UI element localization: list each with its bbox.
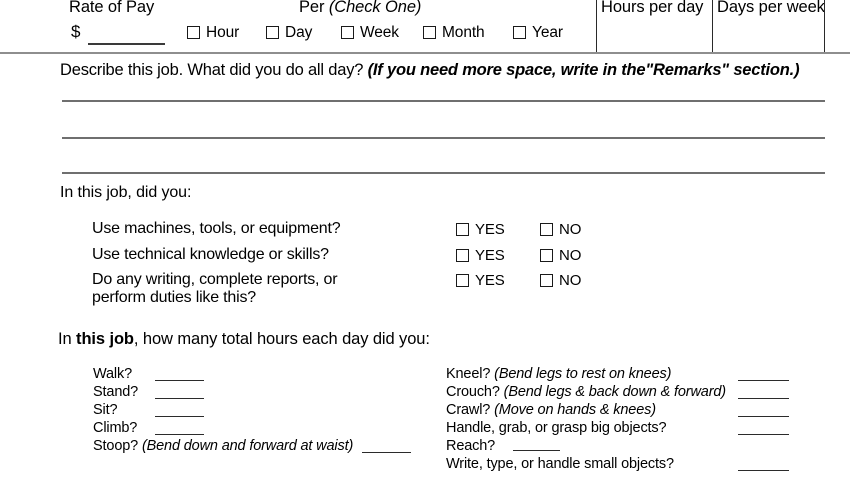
checkbox-label-hour: Hour — [206, 24, 240, 41]
per-check-one-label — [299, 0, 421, 17]
activity-name-stand: Stand? — [93, 384, 139, 400]
yes-option-machines[interactable] — [456, 221, 505, 239]
activity-name-kneel: Kneel? — [446, 366, 495, 382]
no-option-technical[interactable] — [540, 247, 581, 265]
checkbox-no-technical[interactable] — [540, 249, 553, 262]
total-hours-heading-suffix: , how many total hours each day did you: — [133, 330, 430, 348]
checkbox-label-day: Day — [285, 24, 313, 41]
activity-label-reach — [446, 438, 495, 454]
column-divider-middle — [712, 0, 713, 53]
checkbox-option-hour[interactable] — [187, 24, 239, 44]
rate-of-pay-input[interactable] — [88, 43, 165, 45]
describe-job-note: (If you need more space, write in the"Remarks" section.) — [367, 61, 800, 79]
activity-input-crawl[interactable] — [738, 416, 789, 417]
column-divider-left — [596, 0, 597, 53]
checkbox-no-writing[interactable] — [540, 274, 553, 287]
hours-per-day-header: Hours per day — [601, 0, 704, 16]
yes-option-technical[interactable] — [456, 247, 505, 265]
checkbox-no-machines[interactable] — [540, 223, 553, 236]
activity-name-write: Write, type, or handle small objects? — [446, 456, 674, 472]
describe-job-question: Describe this job. What did you do all day? — [60, 61, 368, 79]
activity-input-crouch[interactable] — [738, 398, 789, 399]
no-option-writing[interactable] — [540, 272, 581, 290]
activity-input-kneel[interactable] — [738, 380, 789, 381]
activity-input-walk[interactable] — [155, 380, 204, 381]
activity-label-crouch — [446, 384, 726, 400]
activity-label-handle — [446, 420, 666, 436]
total-hours-heading-prefix: In — [58, 330, 77, 348]
per-label-note: (Check One) — [328, 0, 422, 16]
checkbox-yes-writing[interactable] — [456, 274, 469, 287]
checkbox-day[interactable] — [266, 26, 279, 39]
did-you-heading: In this job, did you: — [60, 184, 192, 201]
checkbox-yes-machines[interactable] — [456, 223, 469, 236]
question-writing-reports-line2: perform duties like this? — [92, 289, 256, 306]
activity-name-crouch: Crouch? — [446, 384, 504, 400]
activity-name-stoop: Stoop? — [93, 438, 142, 454]
question-writing-reports: Do any writing, complete reports, or — [92, 271, 338, 288]
activity-note-kneel: (Bend legs to rest on knees) — [494, 366, 672, 382]
column-divider-right — [824, 0, 825, 53]
rate-of-pay-label: Rate of Pay — [69, 0, 155, 16]
activity-label-sit — [93, 402, 117, 418]
describe-job-line-3[interactable] — [62, 172, 825, 174]
label-yes-machines: YES — [475, 221, 505, 238]
checkbox-option-month[interactable] — [423, 24, 485, 44]
checkbox-option-week[interactable] — [341, 24, 399, 44]
checkbox-label-month: Month — [442, 24, 485, 41]
activity-label-stoop — [93, 438, 353, 454]
currency-symbol: $ — [71, 22, 81, 41]
activity-note-crouch: (Bend legs & back down & forward) — [503, 384, 726, 400]
activity-input-handle[interactable] — [738, 434, 789, 435]
describe-job-prompt — [60, 61, 799, 80]
checkbox-hour[interactable] — [187, 26, 200, 39]
activity-name-walk: Walk? — [93, 366, 132, 382]
activity-label-stand — [93, 384, 138, 400]
pay-band-bottom-rule — [0, 52, 850, 54]
checkbox-year[interactable] — [513, 26, 526, 39]
label-no-machines: NO — [559, 221, 582, 238]
yes-option-writing[interactable] — [456, 272, 505, 290]
question-technical-knowledge: Use technical knowledge or skills? — [92, 246, 329, 263]
checkbox-week[interactable] — [341, 26, 354, 39]
checkbox-yes-technical[interactable] — [456, 249, 469, 262]
activity-input-sit[interactable] — [155, 416, 204, 417]
days-per-week-header: Days per week — [717, 0, 825, 16]
activity-name-climb: Climb? — [93, 420, 138, 436]
checkbox-label-year: Year — [532, 24, 563, 41]
total-hours-heading-emphasis: this job — [76, 330, 134, 348]
label-no-writing: NO — [559, 272, 582, 289]
question-use-machines: Use machines, tools, or equipment? — [92, 220, 341, 237]
activity-label-kneel — [446, 366, 671, 382]
activity-input-climb[interactable] — [155, 434, 204, 435]
activity-label-climb — [93, 420, 137, 436]
describe-job-line-1[interactable] — [62, 100, 825, 102]
checkbox-option-year[interactable] — [513, 24, 563, 44]
label-yes-writing: YES — [475, 272, 505, 289]
activity-note-crawl: (Move on hands & knees) — [494, 402, 656, 418]
activity-label-write — [446, 456, 674, 472]
activity-label-walk — [93, 366, 132, 382]
activity-name-sit: Sit? — [93, 402, 118, 418]
activity-input-stoop[interactable] — [362, 452, 411, 453]
activity-input-write[interactable] — [738, 470, 789, 471]
checkbox-label-week: Week — [360, 24, 399, 41]
total-hours-heading — [58, 330, 430, 349]
activity-name-reach: Reach? — [446, 438, 496, 454]
checkbox-month[interactable] — [423, 26, 436, 39]
label-yes-technical: YES — [475, 247, 505, 264]
activity-input-reach[interactable] — [513, 450, 560, 451]
activity-label-crawl — [446, 402, 656, 418]
activity-name-handle: Handle, grab, or grasp big objects? — [446, 420, 667, 436]
per-label-text: Per — [299, 0, 329, 16]
activity-input-stand[interactable] — [155, 398, 204, 399]
label-no-technical: NO — [559, 247, 582, 264]
describe-job-line-2[interactable] — [62, 137, 825, 139]
activity-name-crawl: Crawl? — [446, 402, 495, 418]
no-option-machines[interactable] — [540, 221, 581, 239]
checkbox-option-day[interactable] — [266, 24, 312, 44]
activity-note-stoop: (Bend down and forward at waist) — [141, 438, 354, 454]
pay-rate-band — [0, 0, 850, 54]
